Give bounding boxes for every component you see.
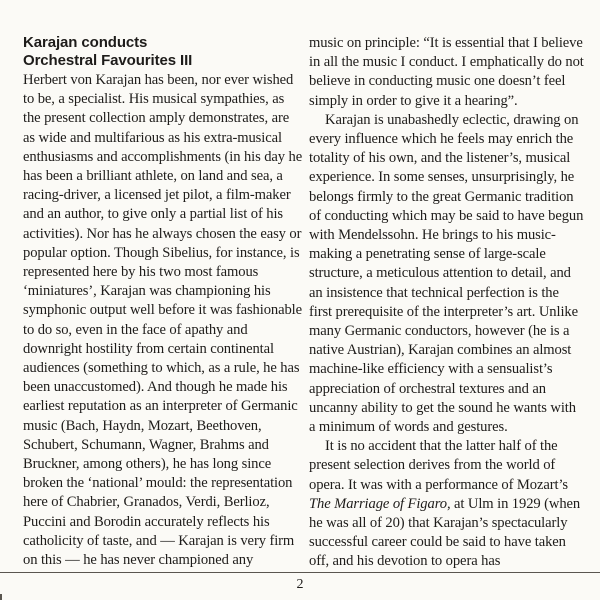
- body-paragraph-1: Herbert von Karajan has been, nor ever wished to be, a specialist. His musical sympathies, as the present collection amply demonstrates, are as wide and multifarious as his extra-musical enthusiasms and accomplishments (in his day he has been a brilliant athlete, on land and sea, a racing-driver, a licensed jet pilot, a film-maker and an author, to give only a partial list of his activities). Nor has he always chosen the easy or popular option. Though Sibelius, for instance, is represented here by his two most famous ‘miniatures’, Karajan was championing his symphonic output well before it was fashionable to do so, even in the face of apathy and downright hostility from certain continental audiences (something to which, as a rule, he has been unaccustomed). And though he made his earliest reputation as an interpreter of Germanic music (Bach, Haydn, Mozart, Beethoven, Schubert, Schumann, Wagner, Brahms and Bruckner, among others), he has long since broken the ‘national’ mould: the representation here of Chabrier, Granados, Verdi, Berlioz, Puccini and Borodin accurately reflects his catholicity of taste, and — Karajan is very firm on this — he has never championed any: [23, 72, 303, 569]
- paragraph-4-start: It is no accident that the latter half of the present selection derives from the world of opera. It was with a performance of Mozart’s: [309, 438, 568, 493]
- body-paragraph-3: Karajan is unabashedly eclectic, drawing on every influence which he feels may enrich the totality of his own, and the listener’s, musical experience. In some senses, unsurprisingly, he belongs firmly to the great Germanic tradition of conducting which may be said to have begun with Mendelssohn. He brings to his music-making a penetrating sense of large-scale structure, a meticulous attention to detail, and an insistence that technical perfection is the first prerequisite of the interpreter’s art. Unlike many Germanic conductors, however (he is a native Austrian), Karajan combines an almost machine-like efficiency with a sensualist’s appreciation of orchestral textures and an uncanny ability to get the sound he wants with a minimum of words and gestures.: [309, 111, 584, 436]
- body-paragraph-2: music on principle: “It is essential that I believe in all the music I conduct. I emphatically do not believe in conducting music one doesn’t feel simply in order to give it a hearing”.: [309, 35, 584, 109]
- right-column: [309, 34, 584, 572]
- title-line-2: Orchestral Favourites III: [23, 52, 193, 69]
- footer-rule: [0, 572, 600, 573]
- paragraph-4-end: , at Ulm in 1929 (when he was all of 20) that Karajan’s spectacularly successful career could be said to have taken off, and his devotion to opera has: [309, 495, 581, 570]
- title-line-1: Karajan conducts: [23, 34, 148, 51]
- page-number: 2: [296, 577, 304, 592]
- opera-title: The Marriage of Figaro: [309, 495, 447, 512]
- corner-mark: [0, 594, 2, 600]
- left-column: [23, 34, 303, 570]
- body-paragraph-4: [309, 437, 584, 571]
- article-title: [23, 34, 303, 70]
